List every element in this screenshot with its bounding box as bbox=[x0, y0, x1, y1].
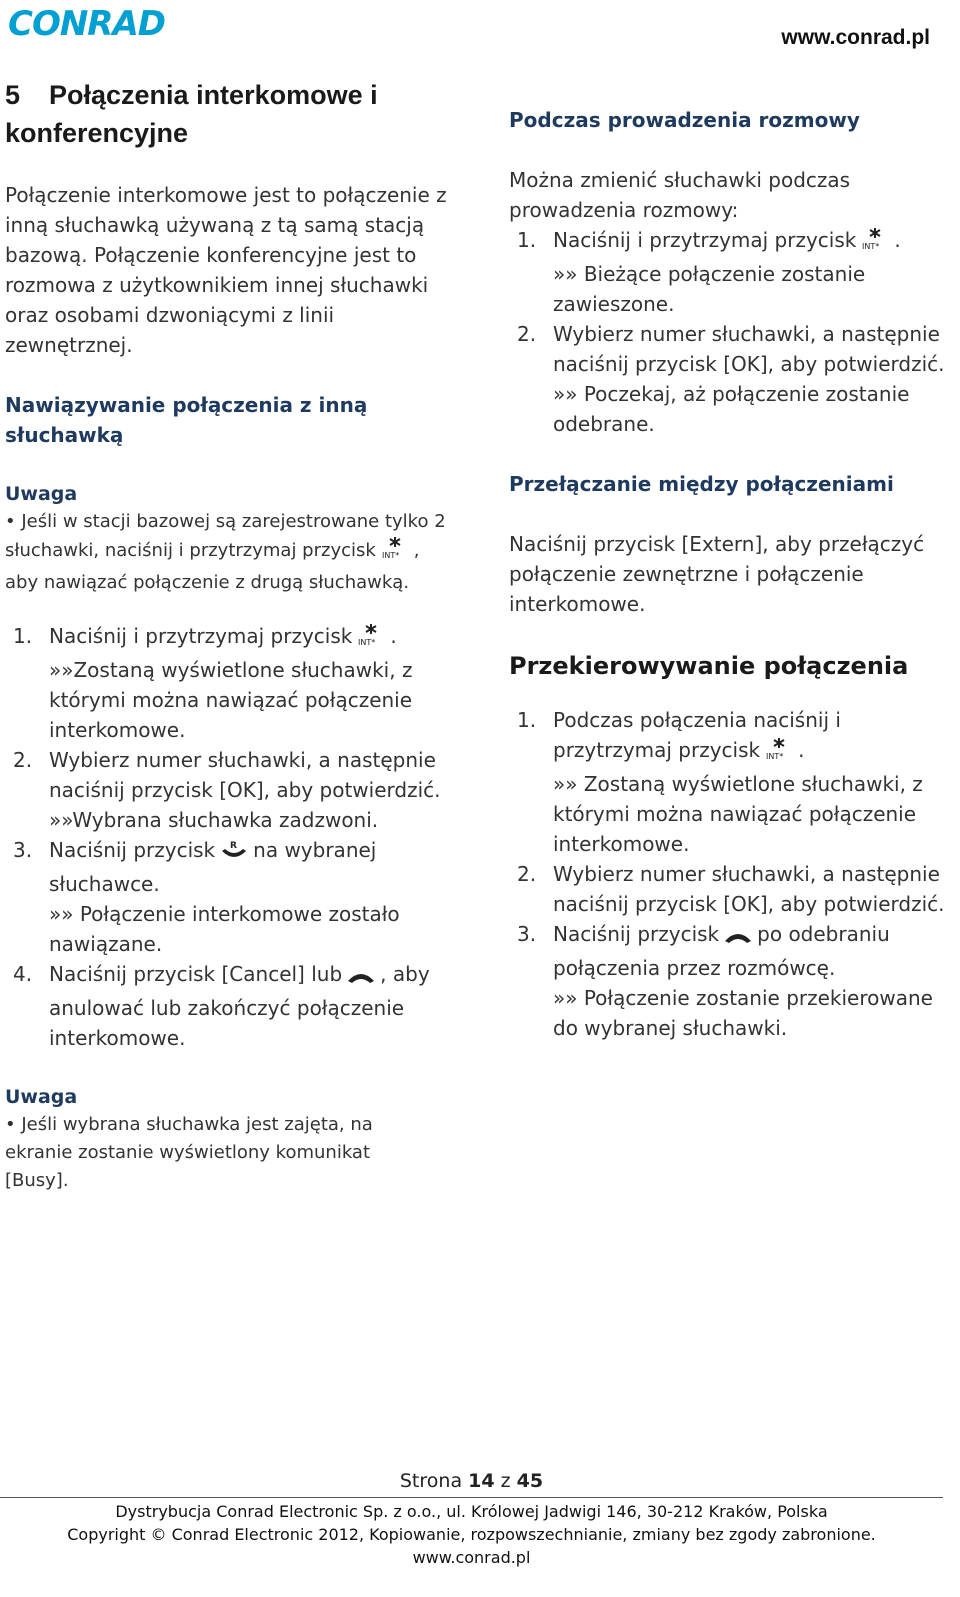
list-item: 3. Naciśnij przycisk R na wybranej słuchawce. »» Połączenie interkomowe zostało nawiązane. bbox=[13, 838, 400, 956]
note-text: • Jeśli wybrana słuchawka jest zajęta, na ekranie zostanie wyświetlony komunikat [Busy]. bbox=[5, 1114, 373, 1191]
during-call-steps bbox=[509, 225, 949, 439]
list-item: 1. Naciśnij i przytrzymaj przycisk INT* . »»Zostaną wyświetlone słuchawki, z którymi można nawiązać połączenie interkomowe. bbox=[13, 624, 413, 742]
right-column bbox=[509, 105, 949, 1043]
switch-calls-heading: Przełączanie między połączeniami bbox=[509, 472, 894, 496]
svg-text:INT*: INT* bbox=[358, 638, 376, 647]
svg-text:R: R bbox=[230, 841, 238, 851]
site-url-header: www.conrad.pl bbox=[781, 26, 930, 49]
note-text-part2: , aby nawiązać połączenie z drugą słuchawką. bbox=[5, 540, 420, 593]
end-call-icon bbox=[723, 923, 753, 953]
current-page: 14 bbox=[468, 1470, 495, 1492]
subsection-heading: Nawiązywanie połączenia z inną słuchawką bbox=[5, 393, 368, 447]
intercom-steps bbox=[5, 621, 450, 1053]
int-star-key-icon bbox=[380, 536, 410, 569]
section-heading bbox=[5, 76, 450, 152]
list-item: 2. Wybierz numer słuchawki, a następnie naciśnij przycisk [OK], aby potwierdzić. »» Poczekaj, aż połączenie zostanie odebrane. bbox=[517, 322, 945, 436]
note-box-busy bbox=[5, 1083, 450, 1195]
intro-paragraph: Połączenie interkomowe jest to połączenie z inną słuchawką używaną z tą samą stacją bazową. Połączenie konferencyjne jest to rozmowa z użytkownikiem innej słuchawki oraz osobami dzwoniącymi z linii zewnętrznej. bbox=[5, 183, 447, 357]
note-box bbox=[5, 480, 450, 597]
transfer-steps bbox=[509, 705, 949, 1043]
conrad-logo bbox=[6, 2, 176, 44]
svg-text:INT*: INT* bbox=[381, 551, 400, 560]
svg-text:CONRAD: CONRAD bbox=[8, 4, 166, 44]
footer-divider bbox=[0, 1497, 943, 1498]
left-column bbox=[5, 76, 450, 1195]
footer-site-url: www.conrad.pl bbox=[412, 1548, 531, 1567]
during-call-heading: Podczas prowadzenia rozmowy bbox=[509, 108, 860, 132]
transfer-heading: Przekierowywanie połączenia bbox=[509, 652, 909, 680]
int-star-key-icon bbox=[764, 737, 794, 769]
list-item: 4. Naciśnij przycisk [Cancel] lub , aby anulować lub zakończyć połączenie interkomowe. bbox=[13, 962, 430, 1050]
section-number: 5 bbox=[5, 80, 21, 110]
list-item: 3. Naciśnij przycisk po odebraniu połączenia przez rozmówcę. »» Połączenie zostanie przekierowane do wybranej słuchawki. bbox=[517, 922, 933, 1040]
footer-distributor: Dystrybucja Conrad Electronic Sp. z o.o., ul. Królowej Jadwigi 146, 30-212 Kraków, Polska bbox=[115, 1502, 828, 1521]
section-title: Połączenia interkomowe i konferencyjne bbox=[5, 80, 378, 148]
footer-copyright: Copyright © Conrad Electronic 2012, Kopiowanie, rozpowszechnianie, zmiany bez zgody zabronione. bbox=[67, 1525, 876, 1544]
list-item: 2. Wybierz numer słuchawki, a następnie naciśnij przycisk [OK], aby potwierdzić. bbox=[517, 862, 945, 916]
page-number: Strona 14 z 45 bbox=[399, 1470, 544, 1492]
note-text bbox=[5, 508, 450, 597]
list-item: 2. Wybierz numer słuchawki, a następnie naciśnij przycisk [OK], aby potwierdzić. »»Wybrana słuchawka zadzwoni. bbox=[13, 748, 441, 832]
svg-text:INT*: INT* bbox=[766, 752, 784, 761]
switch-calls-text: Naciśnij przycisk [Extern], aby przełączyć połączenie zewnętrzne i połączenie interkomowe. bbox=[509, 532, 925, 616]
r-flash-key-icon bbox=[219, 839, 249, 869]
note-text-part1: • Jeśli w stacji bazowej są zarejestrowane tylko 2 słuchawki, naciśnij i przytrzymaj przycisk bbox=[5, 511, 446, 561]
note-title: Uwaga bbox=[5, 1086, 78, 1108]
total-pages: 45 bbox=[516, 1470, 544, 1492]
end-call-icon bbox=[346, 963, 376, 993]
int-star-key-icon bbox=[860, 227, 890, 259]
int-star-key-icon bbox=[356, 623, 386, 655]
svg-text:INT*: INT* bbox=[862, 242, 880, 251]
during-call-intro: Można zmienić słuchawki podczas prowadzenia rozmowy: bbox=[509, 168, 851, 222]
list-item: 1. Naciśnij i przytrzymaj przycisk INT* . »» Bieżące połączenie zostanie zawieszone. bbox=[517, 228, 901, 316]
list-item: 1. Podczas połączenia naciśnij i przytrzymaj przycisk INT* . »» Zostaną wyświetlone słuchawki, z którymi można nawiązać połączenie interkomowe. bbox=[517, 708, 923, 856]
note-title: Uwaga bbox=[5, 483, 78, 505]
